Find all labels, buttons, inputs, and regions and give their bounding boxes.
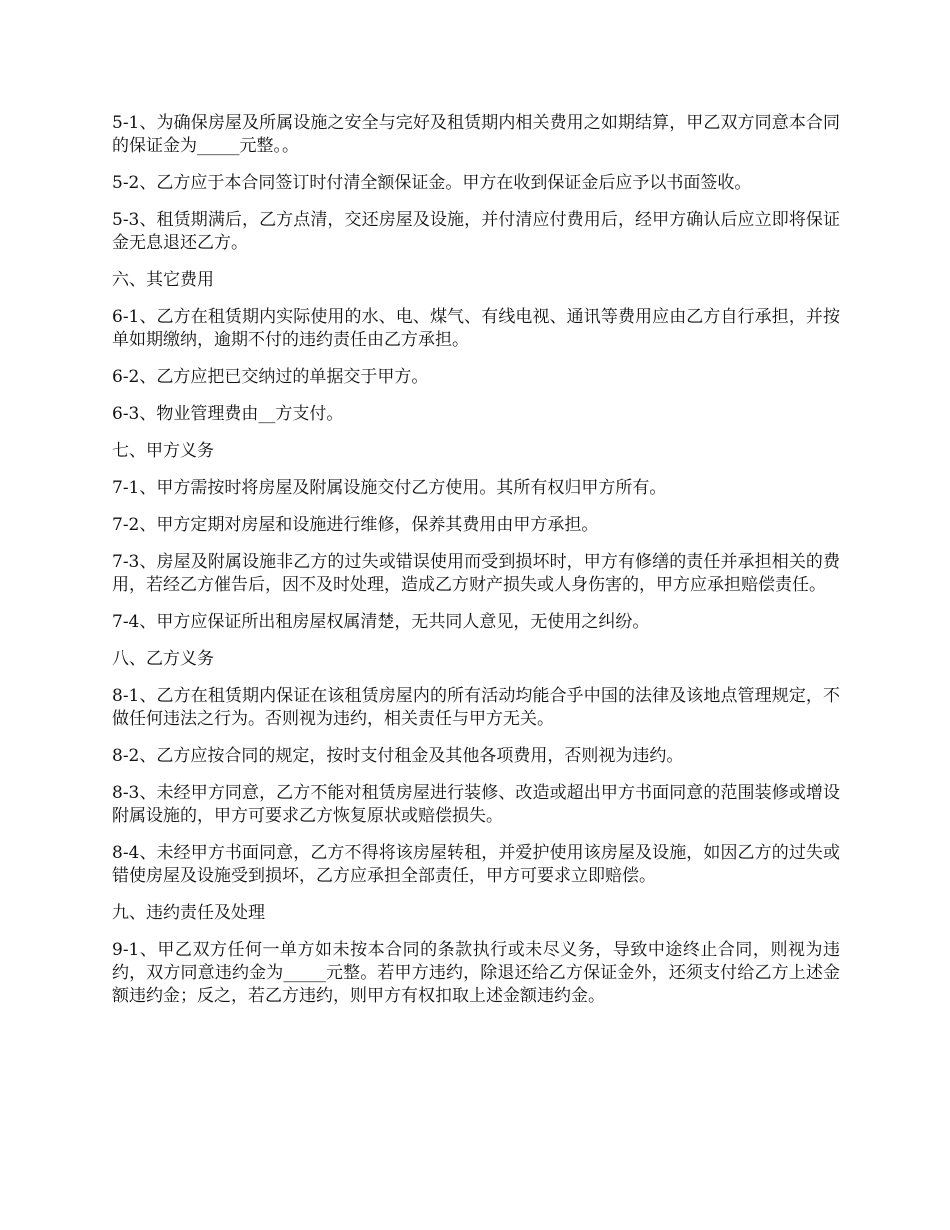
clause-6-2: 6-2、乙方应把已交纳过的单据交于甲方。 xyxy=(112,367,429,387)
clause-7-4: 7-4、甲方应保证所出租房屋权属清楚，无共同人意见，无使用之纠纷。 xyxy=(112,612,650,632)
clause-7-2: 7-2、甲方定期对房屋和设施进行维修，保养其费用由甲方承担。 xyxy=(112,515,599,535)
clause-7-1: 7-1、甲方需按时将房屋及附属设施交付乙方使用。其所有权归甲方所有。 xyxy=(112,478,667,498)
clause-6-3: 6-3、物业管理费由__方支付。 xyxy=(112,404,344,424)
clause-8-4: 8-4、未经甲方书面同意，乙方不得将该房屋转租，并爱护使用该房屋及设施，如因乙方的过失或错使房屋及设施受到损坏，乙方应承担全部责任，甲方可要求立即赔偿。 xyxy=(112,843,840,886)
document-page xyxy=(112,112,840,1022)
section-heading-7: 七、甲方义务 xyxy=(112,441,214,461)
section-heading-9: 九、违约责任及处理 xyxy=(112,903,265,923)
clause-8-3: 8-3、未经甲方同意，乙方不能对租赁房屋进行装修、改造或超出甲方书面同意的范围装修或增设附属设施的，甲方可要求乙方恢复原状或赔偿损失。 xyxy=(112,783,840,826)
clause-8-2: 8-2、乙方应按合同的规定，按时支付租金及其他各项费用，否则视为违约。 xyxy=(112,746,684,766)
clause-8-1: 8-1、乙方在租赁期内保证在该租赁房屋内的所有活动均能合乎中国的法律及该地点管理规定，不做任何违法之行为。否则视为违约，相关责任与甲方无关。 xyxy=(112,686,840,729)
clause-6-1: 6-1、乙方在租赁期内实际使用的水、电、煤气、有线电视、通讯等费用应由乙方自行承担，并按单如期缴纳，逾期不付的违约责任由乙方承担。 xyxy=(112,307,840,350)
section-heading-8: 八、乙方义务 xyxy=(112,649,214,669)
clause-7-3: 7-3、房屋及附属设施非乙方的过失或错误使用而受到损坏时，甲方有修缮的责任并承担相关的费用，若经乙方催告后，因不及时处理，造成乙方财产损失或人身伤害的，甲方应承担赔偿责任。 xyxy=(112,552,840,595)
clause-5-3: 5-3、租赁期满后，乙方点清，交还房屋及设施，并付清应付费用后，经甲方确认后应立即将保证金无息退还乙方。 xyxy=(112,210,840,253)
section-heading-6: 六、其它费用 xyxy=(112,270,214,290)
clause-5-2: 5-2、乙方应于本合同签订时付清全额保证金。甲方在收到保证金后应予以书面签收。 xyxy=(112,173,752,193)
clause-5-1: 5-1、为确保房屋及所属设施之安全与完好及租赁期内相关费用之如期结算，甲乙双方同意本合同的保证金为_____元整。。 xyxy=(112,113,840,156)
clause-9-1: 9-1、甲乙双方任何一单方如未按本合同的条款执行或未尽义务，导致中途终止合同，则视为违约，双方同意违约金为_____元整。若甲方违约，除退还给乙方保证金外，还须支付给乙方上述金额违约金；反之，若乙方违约，则甲方有权扣取上述金额违约金。 xyxy=(112,940,840,1006)
